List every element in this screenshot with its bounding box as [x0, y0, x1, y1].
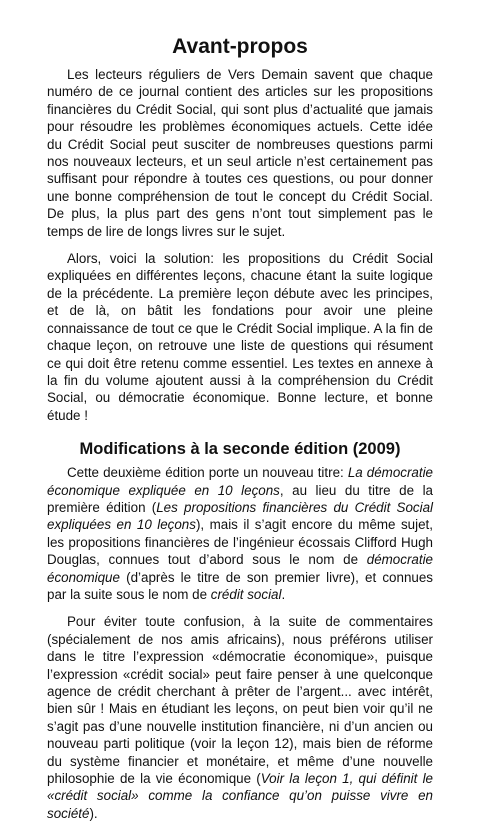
italic-title-old: Les propositions financières du Crédit Social expliquées en 10 leçons — [47, 499, 433, 533]
text-span: Pour éviter toute confusion, à la suite de commentaires (spécialement de nos amis africains), nous préférons utiliser dans le titre l’expression «démocratie économique», puisque l’expression «crédit social» peut faire penser à une quelconque agence de crédit cherchant à prêter de l’argent... avec intérêt, bien sûr ! Mais en étudiant les leçons, on peut bien voir qu’il ne s’agit pas d’une nouvelle institution financière, ni d’un ancien ou nouveau parti politique (voir la leçon 12), mais bien de réforme du système financier et monétaire, et même d’une nouvelle philosophie de la vie économique ( — [47, 614, 433, 787]
text-span: ), mais il s’agit encore du même sujet, les propositions financières de l’ingénieur écossais Clifford Hugh Douglas, connues tout d’abord sous le nom de — [47, 517, 433, 568]
text-span: Cette deuxième édition porte un nouveau titre: — [67, 465, 348, 481]
text-span: , au lieu du titre de la première édition ( — [47, 482, 433, 515]
italic-credit-social: crédit social — [210, 586, 282, 602]
text-span: ). — [89, 805, 98, 821]
text-span: (d’après le titre de son premier livre), et connues par la suite sous le nom de — [47, 569, 433, 602]
italic-democratie-economique: démocratie économique — [47, 552, 433, 585]
text-span: . — [281, 586, 286, 602]
avant-propos-title: Avant-propos — [172, 35, 308, 58]
avant-propos-paragraph-1: Les lecteurs réguliers de Vers Demain savent que chaque numéro de ce journal contient des articles sur les propositions financières du Crédit Social, qui sont plus d’actualité que jamais pour résoudre les problèmes économiques actuels. Cette idée du Crédit Social peut susciter de nombreuses questions parmi nos nouveaux lecteurs, et un seul article n’est certainement pas suffisant pour répondre à toutes ces questions, ou pour donner une bonne compréhension de tout le concept du Crédit Social. De plus, la plus part des gens n’ont tout simplement pas le temps de lire de longs livres sur le sujet. — [47, 67, 433, 239]
avant-propos-paragraph-2: Alors, voici la solution: les propositions du Crédit Social expliquées en différentes leçons, chacune étant la suite logique de la précédente. La première leçon débute avec les principes, et de là, on bâtit les fondations pour avoir une pleine connaissance de tout ce que le Crédit Social implique. A la fin de chaque leçon, on retrouve une liste de questions qui résument ce qui doit être retenu comme essentiel. Les textes en annexe à la fin du volume ajoutent aussi à la compréhension du Crédit Social, ou démocratie économique. Bonne lecture, et bonne étude ! — [47, 251, 433, 423]
modifications-paragraph-1 — [47, 464, 433, 603]
document-page — [47, 34, 433, 832]
modifications-paragraph-2 — [47, 613, 433, 822]
italic-lecon-reference: Voir la leçon 1, qui définit le «crédit social» comme la confiance qu’on puisse vivre en société — [47, 771, 433, 821]
modifications-title: Modifications à la seconde édition (2009) — [79, 440, 401, 459]
italic-title-new: La démocratie économique expliquée en 10 leçons — [47, 465, 434, 498]
